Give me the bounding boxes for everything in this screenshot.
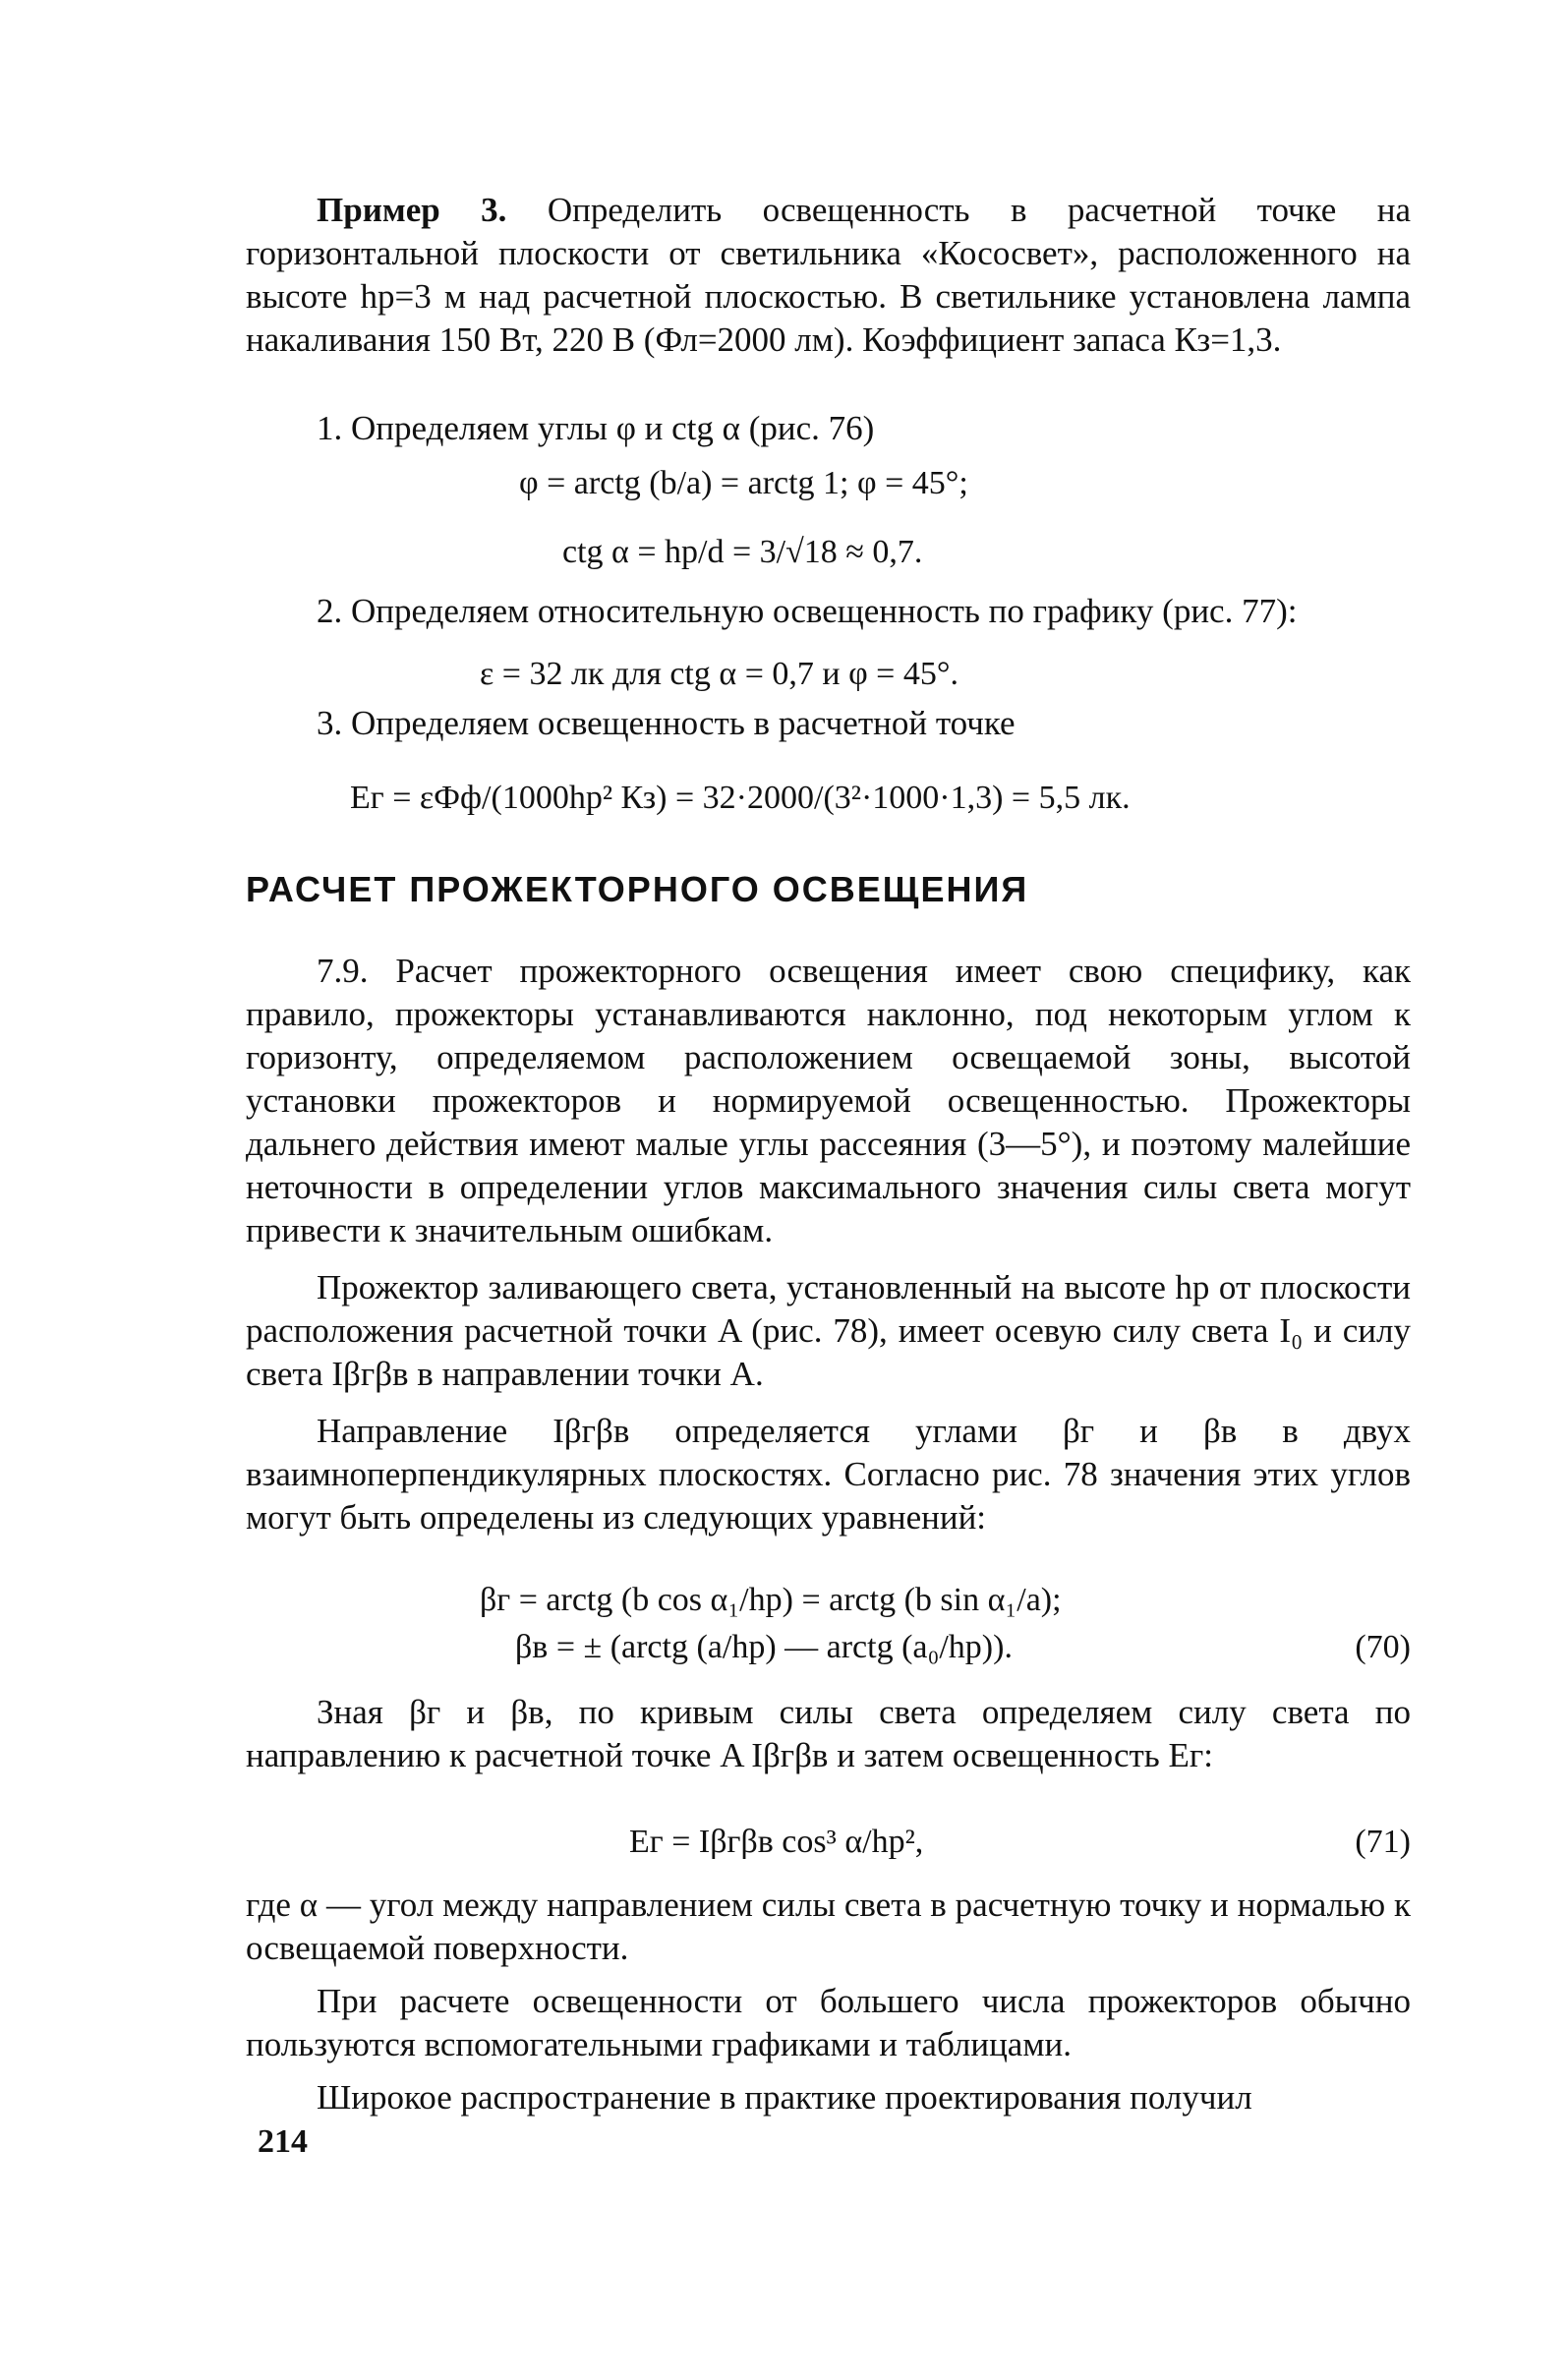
equation-number-71: (71) (1355, 1824, 1411, 1860)
formula-ctg-alpha: ctg α = hр/d = 3/√18 ≈ 0,7. (562, 534, 923, 570)
step-2-text: 2. Определяем относительную освещенность по графику (рис. 77): (317, 592, 1298, 630)
paragraph-wide-use: Широкое распространение в практике проектирования получил (317, 2078, 1252, 2117)
formula-phi: φ = arctg (b/a) = arctg 1; φ = 45°; (519, 465, 968, 501)
formula-illuminance-result: Eг = εФф/(1000hр² Кз) = 32·2000/(3²·1000·1,3) = 5,5 лк. (350, 780, 1131, 816)
formula-epsilon: ε = 32 лк для ctg α = 0,7 и φ = 45°. (480, 656, 958, 692)
step-1 (246, 407, 1411, 450)
formula-71-row (629, 1821, 1411, 1864)
section-body-2 (246, 1691, 1411, 1777)
paragraph-floodlight: Прожектор заливающего света, установленный на высоте hр от плоскости расположения расчетной точки A (рис. 78), имеет осевую силу света I₀ и силу света Iβгβв в направлении точки A. (246, 1268, 1411, 1393)
paragraph-7-9: 7.9. Расчет прожекторного освещения имеет свою специфику, как правило, прожекторы устанавливаются наклонно, под некоторым углом к горизонту, определяемом расположением освещаемой зоны, высотой установки прожекторов и нормируемой освещенностью. Прожекторы дальнего действия имеют малые углы рассеяния (3—5°), и поэтому малейшие неточности в определении углов максимального значения силы света могут привести к значительным ошибкам. (246, 952, 1411, 1249)
step-3-text: 3. Определяем освещенность в расчетной точке (317, 704, 1016, 742)
paragraph-many-floodlights: При расчете освещенности от большего числа прожекторов обычно пользуются вспомогательными графиками и таблицами. (246, 1982, 1411, 2063)
formula-illuminance-floodlight: Eг = Iβгβв cos³ α/hр², (629, 1824, 924, 1860)
section-body-3 (246, 1884, 1411, 2119)
equation-number-70: (70) (1355, 1629, 1411, 1665)
page-number: 214 (258, 2123, 308, 2160)
formula-beta-g: βг = arctg (b cos α₁/hр) = arctg (b sin α₁/a); (480, 1582, 1062, 1618)
step-2 (246, 590, 1411, 633)
paragraph-knowing-beta: Зная βг и βв, по кривым силы света определяем силу света по направлению к расчетной точке A Iβгβв и затем освещенность Eг: (246, 1693, 1411, 1774)
formula-beta-v-row (515, 1626, 1411, 1669)
section-heading: РАСЧЕТ ПРОЖЕКТОРНОГО ОСВЕЩЕНИЯ (246, 869, 1029, 909)
example-label: Пример 3. (317, 191, 507, 229)
formula-beta-v: βв = ± (arctg (a/hр) — arctg (a₀/hр)). (515, 1629, 1013, 1665)
example-block (246, 189, 1411, 362)
example-text: Определить освещенность в расчетной точке на горизонтальной плоскости от светильника «Кососвет», расположенного на высоте hр=3 м над расчетной плоскостью. В светильнике установлена лампа накаливания 150 Вт, 220 В (Фл=2000 лм). Коэффициент запаса Кз=1,3. (246, 191, 1412, 359)
section-body-1 (246, 950, 1411, 1539)
paragraph-direction: Направление Iβгβв определяется углами βг и βв в двух взаимноперпендикулярных плоскостях. Согласно рис. 78 значения этих углов могут быть определены из следующих уравнений: (246, 1412, 1411, 1537)
example-paragraph (246, 189, 1411, 362)
step-3 (246, 702, 1411, 745)
paragraph-where-alpha: где α — угол между направлением силы света в расчетную точку и нормалью к освещаемой поверхности. (246, 1886, 1411, 1967)
step-1-text: 1. Определяем углы φ и ctg α (рис. 76) (317, 409, 875, 447)
